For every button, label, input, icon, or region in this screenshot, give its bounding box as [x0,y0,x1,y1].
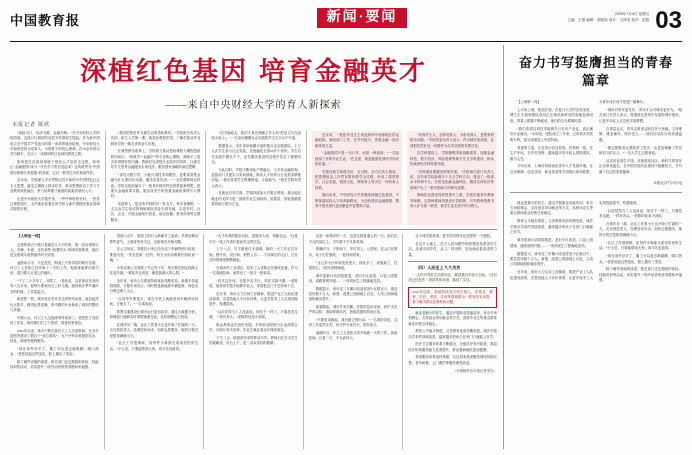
issue-date: 2025年7月4日 星期五 [614,12,650,16]
paragraph: 在这片土地上，亿万人民用勤劳和智慧创造着美好生活。从城市到乡村，从工厂到田野，处处涌动着奋进的力量。 [408,242,497,257]
paragraph: 傍晚时分，夕阳西下，华灯初上。公园里，老人们在散步，孩子们在嬉戏，一派祥和景象。 [308,247,398,257]
paragraph: “以前等车要很久，现在手机上就能查到车辆到站时间，方便多了。”一名乘客说。 [109,297,199,307]
masthead [10,6,682,40]
paragraph: 在城市另一端，社区工作者小王也开始了忙碌的一天。走访独居老人、处理居民诉求、组织志愿服务，她的日程总是排得满满当当。 [109,323,199,338]
paragraph: “讲货币银行学，不能只讲技术和模型，更要讲清楚金融为什么要回归本源、服务实体经济。”一名任课教师这样说。学校还组织编写了一批具有财经特色的思政案例集，把重大金融改革实践、脱贫攻坚中的普惠金融故事等写入教材。 [110,173,201,199]
sidebar-rule [510,192,682,193]
page-title: 深植红色基因 培育金融英才 [79,57,428,87]
body-column [309,234,398,449]
article-kicker: 【人物连一线】 [17,234,43,239]
paragraph: 下午三点，校园里传来阵阵读书声。教师们正在为学生答疑解惑，讲台上下，是一双双求知的眼睛。 [209,336,298,346]
paragraph: 在学科建设上，学校聚焦国家战略需求，加强金融科技、数字经济、风险管理等新兴交叉学科建设，推动传统财经学科转型升级。 [410,151,494,167]
page-number: 03 [655,7,682,34]
paragraph: 早晨六点，环卫工人交接班的时间到了。老张把工具放回工作站，和同事们打了个招呼，准备回家休息。 [10,315,99,325]
sidebar-headline: 奋力书写挺膺担当的青春篇章 [518,56,673,89]
paragraph: 教育公平稳步推进，义务教育优质均衡发展，城乡学校办学条件持续改善，越来越多的孩子在家门口就能上好学。 [510,219,593,235]
paragraph: 智慧交通建设让城市运行更加高效。通过大数据分析，管理部门能够实时掌握客流变化，及时调整运力投放。 [109,310,199,320]
paragraph: “人民对美好生活的向往，就是我们的奋斗目标。”这句话已经化作一项项具体举措，落到了实处。 [408,273,497,283]
paragraph: “社区工作很琐碎，但每件小事都关系到居民的生活。”小王说，只要能帮到大家，再辛苦也值得。 [109,341,199,351]
article-endline: （本版稿件由本报记者采写） [452,368,497,373]
lead-column [10,131,100,225]
paragraph: 上午八点，写字楼里灯火通明，新的一天工作正式开始。程序员、设计师、销售人员……不同岗位的人们，在各自的领域里默默耕耘。 [209,247,298,262]
paragraph: 在公交场站，驾驶员小李已经完成了车辆的例行检查，准备出发。“安全是第一位的，每天出车前都要仔细检查一遍。” [109,247,199,262]
paragraph: 在就业引导方面，学校持续加大对重点领域、重点地区就业的支持力度，鼓励毕业生到西部、到基层、到祖国最需要的地方建功立业。 [211,191,302,206]
paragraph: 数据显示，该市近三年累计改造老旧小区数百个，惠及居民数十万人；新建、改建公园绿地上百处，人均公园绿地面积稳步提升。 [308,286,398,302]
paragraph: 城市更新行动持续推进，老旧小区改造、口袋公园建设、道路管网升级……一项项民生工程落地见效。 [308,273,398,283]
section-banner [302,8,422,28]
column-divider [303,234,304,449]
paragraph: 这里的第五个路口是最近几个小时里，第一次出现的行人。车辆、车流，还有那些“低着的头”的城市管理者，他们是这座城市清晨最早的守望者。 [10,242,99,258]
pull-quote: 2025年以来，各地持续加大民生投入，在就业、教育、医疗、养老、住房等领域推出一系列务实举措，着力解决群众急难愁盼问题。 [408,287,497,308]
paragraph: 走进中央财经大学校史馆，一件件珍贵的史料、一张张泛黄的照片，无声地诉说着这所学校与新中国财经事业同频共振的历程。 [10,196,100,212]
right-region [503,45,682,449]
paragraph: 这个城市的故事，是中国式现代化进程的一个缩影。 [415,234,494,239]
lead-column [211,131,301,225]
paragraph: 面向未来，中央财经大学将继续深植红色基因，不断探索财经人才培养新路径，为加快建设金融强国、服务中国式现代化贡献更多智慧和力量。 [315,193,399,208]
paragraph: 实践育人，是这所学校的另一张名片。每年寒暑假，一支支由学生组成的调研团队奔赴全国各地，走进乡村、社区、企业，开展金融知识普及、助农直播、财务咨询等志愿服务。 [110,201,201,222]
paragraph: 教师队伍建设同样是重中之重。学校实施青年教师导师制，完善师德师风建设长效机制，引导教师把教书育人作为第一职责，做学生成长成才的引路人。 [410,193,494,208]
paragraph: 清晨六点半，街道上的行人渐渐多了起来。早餐店飘出阵阵香气，上班族匆匆走过，这座城市开始苏醒。 [109,234,199,244]
paragraph: “现在条件好多了，累了可以进去歇歇脚，喝口热水。”老张说起这些变化，脸上露出了笑容。 [599,254,682,264]
paragraph: 在城市的工业园区，技术工人老陈正在调试设备。作为一名高级技师，他带出了一批又一批徒弟。 [209,265,298,276]
sidebar-signoff: 本报北京7月3日电 [653,180,682,185]
paragraph: 青春的力量，正在各行各业显现。在科研一线，在生产车间，在乡村田野，越来越多的年轻人勇挑重担、敢为人先。 [510,145,593,161]
paragraph: 就业是最大的民生。通过开展职业技能培训、举办专场招聘会、支持创业带动就业等方式，高校毕业生等重点群体就业形势总体稳定。 [408,311,497,326]
paragraph: 近年来，该市大力弘扬工匠精神，推进产业工人队伍建设改革，完善技能人才评价体系，让更多技术工人实现技能提升、待遇提高。 [209,291,298,307]
paragraph: 在课堂教学改革上，学校着力推动思政课程与课程思政同向同行。“财政学”“金融学”等专业核心课程，被赋予了更多家国情怀的内涵。教师们在讲授专业知识的同时，注重引导学生思考金融服务实体经济、服务国家战略的深层逻辑。 [110,149,201,170]
paragraph: 如何把红色基因深植于财经人才培养全过程，如何让“金融报国”成为一代代学子的自觉追求？这所被誉为“中国财经管理专家摇篮”的高校，正以一系列扎实的探索作答。 [10,160,100,175]
sidebar-article-body [510,100,682,177]
sidebar-dateline: 【上海第一线】 [517,100,541,105]
paper-name: 中国教育报 [10,14,81,29]
paragraph: 近年来，一批批毕业生主动选择到中西部地区的金融机构、财政部门工作，在乡村振兴、普惠金融一线贡献青春力量。 [315,133,399,148]
paragraph: 这是一座城市的一天，也是无数普通人的一天。他们在平凡的岗位上，书写着不平凡的故事。 [308,234,398,244]
paragraph: 凌晨时分，环卫工人老张又将开始新一天的工作。周而复始，日复一日，平凡而伟大。 [308,330,398,341]
paragraph: 近年来，该市大力弘扬工匠精神，推进产业工人队伍建设改革，完善技能人才评价体系，让更多技术工人实现技能提升、待遇提高。 [510,200,640,280]
paragraph: “在田间地头，我们才真正理解了什么叫‘把论文写在祖国大地上’。”一名参加暑期社会实践的学生在日记中写道。 [211,131,302,141]
column-divider [402,234,403,449]
paragraph: 小李从事公交驾驶工作已有十年，每天要在固定线路上往返多趟。“乘客安全到站，就是我最大的心愿。” [109,265,199,276]
body-column [408,234,497,449]
paragraph: 数据显示，该市近三年累计改造老旧小区数百个，惠及居民数十万人；新建、改建公园绿地上百处，人均公园绿地面积稳步提升。 [510,251,593,267]
paragraph: 养老服务体系加快构建，社区居家养老服务网络持续完善，老年助餐、上门照护等服务深受欢迎。 [408,355,497,365]
paragraph: 今年以来，上海市持续优化青年人才发展环境，在住房保障、创业扶持、职业发展等方面推出系列政策，为青年成长成才搭建广阔舞台。 [510,100,647,174]
paragraph: 近年来，学校深入学习贯彻习近平新时代中国特色社会主义思想，落实立德树人根本任务，推动思想政治工作与专业教育深度融合，努力培养德才兼备的高素质财经人才。 [10,178,100,193]
paragraph: 在基层社区，青年志愿者活跃在各个角落。义务维修、课业辅导、陪伴老人……他们用实际行动传递温暖。 [599,126,682,142]
paragraph: “我们希望这项技术能够早日走向产业化，真正解决行业痛点。”小周说，团队成立三年来，已申请多项发明专利，部分成果进入中试阶段。 [510,126,593,142]
section-subhead: （四）人民至上 久久为功 [415,264,461,270]
paragraph: 夜幕降临，城市并未沉睡。医院的急诊室里，医护人员严阵以待；消防救援站内，指战员随时准备出发。 [308,304,398,315]
lead-byline: 本报记者 陈欣 [12,123,51,129]
paragraph: 教育公平稳步推进，义务教育优质均衡发展，城乡学校办学条件持续改善，越来越多的孩子在家门口就能上好学。 [408,329,497,339]
lead-article [10,45,497,230]
paragraph: 近年来，该市公交系统持续优化线路布局，新增多条接驳线路，方便市民出行。同时推进新能源车辆更新，绿色出行理念深入人心。 [109,278,199,294]
paragraph: 在城市另一端，社区工作者小王也开始了忙碌的一天。走访独居老人、处理居民诉求、组织志愿服务，她的日程总是排得满满当当。 [599,221,682,237]
paragraph: 七月的上海，热浪扑面。在复旦大学的实验室里，博士生小周和团队成员正在调试新研发的智能检测设备。屏幕上数据不断跳动，他们的目光紧紧盯着。 [510,108,593,123]
issue-staff: 主编：王强 编辑：胡茜茹 设计：王保英 校对：赵阳 [567,18,650,23]
body-column [209,234,298,449]
paragraph: “城市对青年更友好，青年才会对城市更有为。”相关部门负责人表示，将继续完善青年发展型城市建设，让更多年轻人在这里实现梦想。 [599,108,682,123]
paragraph: “财政为门，经济为路，金融为桥。”在中央财经大学的校园里，这段口口相传的话语不时被师生提起。作为新中国成立后中国共产党创办的第一所高等财经院校，中央财经大学始终坚持为党育人、为国育才的初心使命，在70余年的办学历程中，走出了一条鲜明的红色财经教育之路。 [10,131,100,157]
paragraph: 数据显示，近年来该校累计组织数百支实践团队、上万人次学生参与社会实践，足迹遍及全国20多个省份。学生们在实践中增长才干，也在服务基层的过程中坚定了理想信念。 [211,144,302,165]
column-divider [306,131,307,225]
paragraph: 除了硬件设施的改善，相关部门还定期组织体检、技能培训等活动，切实提升一线劳动者的获得感和幸福感。 [10,360,99,370]
section-label: 新闻·要闻 [317,8,408,28]
paragraph: “做志愿服务让我收获了很多，也更加理解了责任和担当的含义。”一名大学生志愿者说。 [599,145,682,156]
paragraph: “只要电话响起，我们就立刻出动。”一名消防员说，这份工作虽然辛苦，但守护万家灯火，很有意义。 [308,317,398,328]
column-divider [104,234,105,449]
masthead-rule [10,41,682,42]
body-column [110,234,199,449]
left-region [10,45,497,449]
paragraph: 2025年以来，该市不断完善环卫工人关爱机制，在全市范围内建设了数百个“爱心驿站”，为户外劳动者提供饮水、休息、取暖等便利服务。 [10,328,99,344]
lead-column-highlight [312,131,402,225]
paragraph: “学科建设要服务国家所需。”学校相关部门负责人说，近年来学校新增多个交叉学科方向，建设了一批高水平科研平台，在防范化解金融风险、服务实体经济等领域产出了一批有影响力的研究成果。 [410,169,494,190]
paragraph: 职业教育也在加快发展。多所职业院校与企业深度合作，开展订单式培养，毕业生就业率连年保持高位。 [209,323,298,333]
paragraph: 凌晨四点半，天还没亮，街道上只有零星的路灯亮着。环卫工人老张已经开始了一天的工作，他熟练地挥动着扫帚，清扫着人行道上的落叶。 [10,260,99,276]
paragraph: 和老张一样，城市里还有许多这样的劳动者。他们起得比太阳早，睡得比星星晚，用辛勤的汗水换来了城市的整洁与美丽。 [10,297,99,312]
paragraph: 与此同时，学校不断深化产教融合，与多家金融机构、监管部门共建实习实训基地，推动人才培养与行业需求精准对接。“我们希望学生既懂理论，又接地气。”相关学院负责人表示。 [211,167,302,188]
column-divider [205,131,206,225]
paragraph: “以前觉得当工人没前途，现在不一样了，只要技术过硬，一样有奔头。”老陈的徒弟小刘说。 [599,208,682,218]
sidebar-secondary-body [510,201,682,449]
lead-subhead: ——来自中央财经大学的育人新探索 [165,100,342,112]
paragraph: “人才培养的根本目标，是服务人民、奉献社会。”这是许多一线工作者朴素而坚定的信念。 [209,234,298,244]
section-rule [408,261,497,262]
paragraph: “以前觉得当工人没前途，现在不一样了，只要技术过硬，一样有奔头。”老陈的徒弟小刘说。 [209,310,298,320]
lead-column [111,131,201,225]
paragraph: “这几年小区环境变化很大，绿化多了，设施新了，住着舒心。”居民刘阿姨说。 [308,260,398,270]
lead-column-highlight [407,131,497,225]
paragraph: 医疗卫生服务体系不断健全，分级诊疗有序推进，基层医疗机构服务能力显著提升，群众看病就医更加便捷。 [408,342,497,352]
paragraph: “干了二十多年了，习惯了。”老张说，这条街从东到西有八百多米，他每天要来回走上好几趟。遇到秋冬季节落叶多的时候，工作量更大。 [10,279,99,294]
page-content [10,45,682,449]
paragraph: “金融报国不是一句口号，而是一种选择。”一名赴西部工作的毕业生说，“在这里，我更能感受到所学知识的价值。” [315,151,399,167]
column-divider [203,234,204,449]
paragraph: “现在条件好多了，累了可以进去歇歇脚，喝口热水。”老张说起这些变化，脸上露出了笑容。 [10,347,99,357]
paragraph: 从实验室到生产线，从校园到社区，新时代的青年正以昂扬姿态，在中国式现代化建设中挺膺担当，书写属于自己的青春篇章。 [599,159,682,174]
masthead-right [567,6,682,33]
paragraph: 学校还着力构建全员、全过程、全方位育人格局，把思想政治工作贯穿教育教学全过程，形成了课堂教学、社会实践、校园文化、网络育人等多位一体的育人体系。 [315,169,399,190]
issue-meta [567,8,649,23]
paragraph: “社区工作很琐碎，但每件小事都关系到居民的生活。”小王说，只要能帮到大家，再辛苦也值得。 [599,240,682,251]
paragraph: “培养什么人、怎样培养人、为谁培养人，是教育的根本问题。”学校党委负责人表示，作为财经类高校，必须把回答好这一问题作为办学治校的首要任务。 [410,133,494,148]
body-column [10,234,99,449]
paragraph: “技术这东西，光靠书本不行，得在实践中磨。”老陈说，他常常手把手地教年轻人，希望把这门手艺传承下去。 [209,278,298,289]
paragraph: “我们把校史作为最生动的思政教材。”学校相关负责人介绍，新生入学第一课，就是参观校史馆，了解学校从华北税务学校一路走来的奋斗历程。 [110,131,201,146]
lead-columns [10,131,497,225]
column-divider [105,131,106,225]
paragraph: 就业是最大的民生。通过开展职业技能培训、举办专场招聘会、支持创业带动就业等方式，高校毕业生等重点群体就业形势总体稳定。 [510,200,593,216]
paragraph: 城市更新行动持续推进，老旧小区改造、口袋公园建设、道路管网升级……一项项民生工程落地见效。 [510,238,593,248]
secondary-article [10,234,497,449]
paragraph: 除了硬件设施的改善，相关部门还定期组织体检、技能培训等活动，切实提升一线劳动者的获得感和幸福感。 [599,267,682,283]
